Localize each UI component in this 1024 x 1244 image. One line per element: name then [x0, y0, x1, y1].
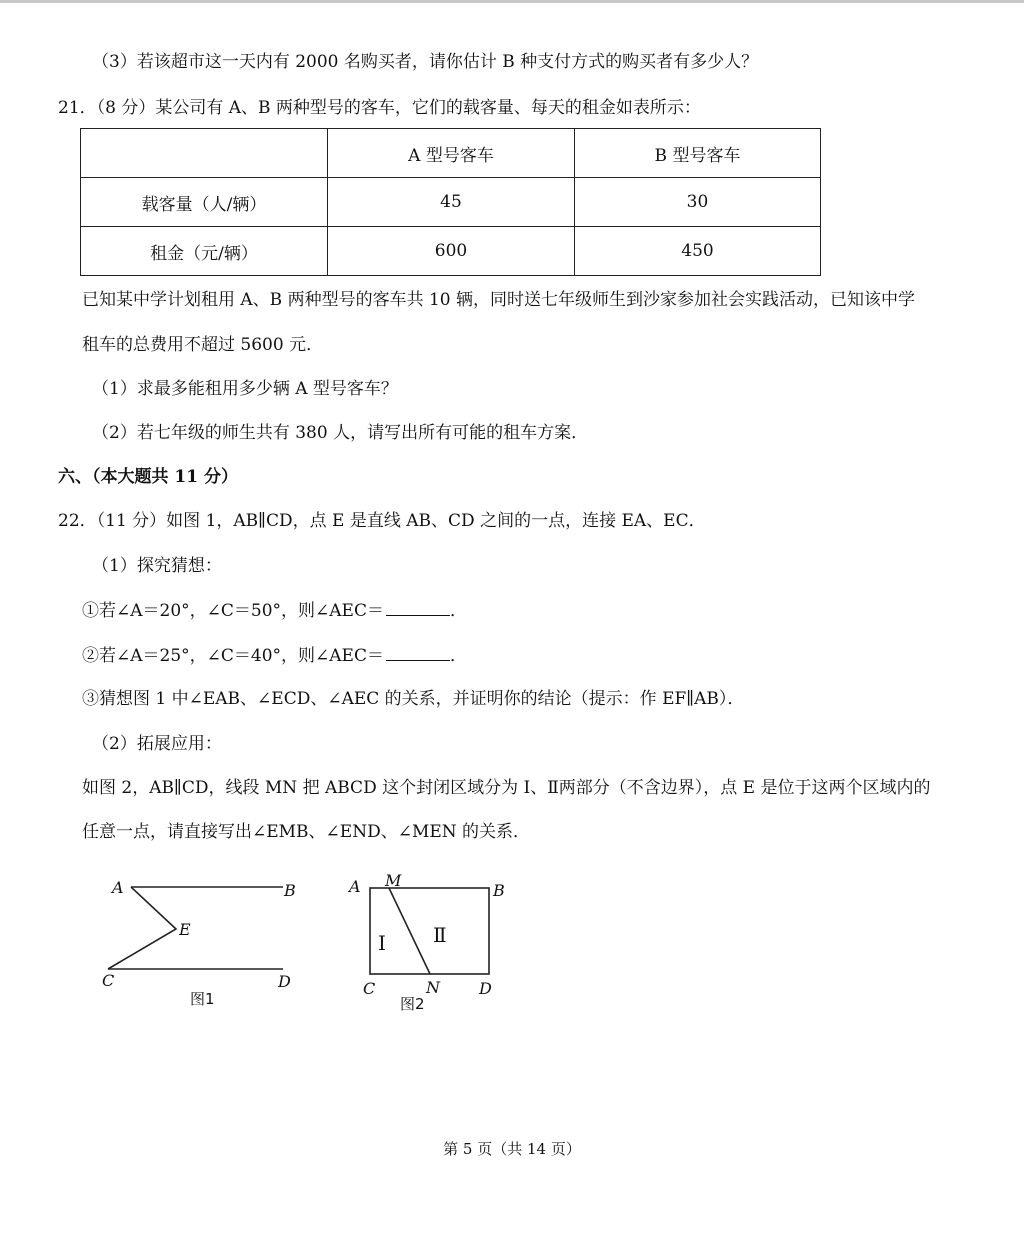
table-header-a: A 型号客车: [328, 129, 575, 178]
fig1-label-c: C: [102, 971, 115, 990]
q21-text1: 已知某中学计划租用 A、B 两种型号的客车共 10 辆，同时送七年级师生到沙家参加社会实践活动，已知该中学: [82, 290, 916, 310]
q21-part1: （1）求最多能租用多少辆 A 型号客车？: [92, 379, 398, 399]
table-cell: 45: [328, 178, 575, 227]
condition-1-text: ①若∠A＝20°，∠C＝50°，则∠AEC＝: [82, 601, 384, 621]
fig2-label-d: D: [479, 979, 492, 998]
q21-part2: （2）若七年级的师生共有 380 人，请写出所有可能的租车方案．: [92, 423, 589, 443]
q22-text1: 如图 2，AB∥CD，线段 MN 把 ABCD 这个封闭区域分为 I、Ⅱ两部分（不含边界），点 E 是位于这两个区域内的: [82, 778, 931, 798]
fig1-caption: 图1: [190, 990, 215, 1008]
condition-2-text: ②若∠A＝25°，∠C＝40°，则∠AEC＝: [82, 646, 384, 666]
table-cell: 30: [575, 178, 821, 227]
q22-part2-heading: （2）拓展应用：: [92, 734, 222, 754]
q20-part3: （3）若该超市这一天内有 2000 名购买者，请你估计 B 种支付方式的购买者有多少人？: [92, 52, 759, 72]
table-header-b: B 型号客车: [575, 129, 821, 178]
fig2-label-m: M: [385, 871, 402, 890]
fig2-label-a: A: [349, 877, 361, 896]
fig2-region-2: Ⅱ: [433, 923, 447, 947]
table-cell: 载客量（人/辆）: [81, 178, 328, 227]
q22-intro: 22．（11 分）如图 1，AB∥CD，点 E 是直线 AB、CD 之间的一点，连接 EA、EC．: [58, 511, 706, 531]
figure-1: [108, 887, 283, 969]
q22-condition-3: ③猜想图 1 中∠EAB、∠ECD、∠AEC 的关系，并证明你的结论（提示：作 EF∥AB）．: [82, 689, 745, 709]
table-cell: 450: [575, 227, 821, 276]
q21-intro: 21．（8 分）某公司有 A、B 两种型号的客车，它们的载客量、每天的租金如表所示：: [58, 98, 701, 118]
segments-ae-ec: [108, 887, 176, 969]
fig1-label-e: E: [179, 920, 191, 939]
figure-2: [370, 888, 489, 974]
fig2-caption: 图2: [400, 995, 425, 1013]
table-cell: 600: [328, 227, 575, 276]
q22-condition-2: ②若∠A＝25°，∠C＝40°，则∠AEC＝ ．: [82, 646, 467, 666]
rectangle-abdc: [370, 888, 489, 974]
q21-text2: 租车的总费用不超过 5600 元．: [82, 335, 324, 355]
table-cell: 租金（元/辆）: [81, 227, 328, 276]
segment-mn: [389, 888, 430, 974]
q22-text2: 任意一点，请直接写出∠EMB、∠END、∠MEN 的关系．: [82, 822, 531, 842]
q22-condition-1: ①若∠A＝20°，∠C＝50°，则∠AEC＝ ．: [82, 601, 467, 621]
q22-part1-heading: （1）探究猜想：: [92, 556, 222, 576]
section-heading: 六、（本大题共 11 分）: [58, 467, 238, 487]
fig2-label-n: N: [426, 978, 440, 997]
fig2-label-b: B: [493, 881, 505, 900]
page-footer: 第 5 页（共 14 页）: [443, 1140, 581, 1158]
fig1-label-a: A: [112, 878, 124, 897]
fig2-region-1: I: [378, 931, 386, 955]
fig1-label-b: B: [284, 881, 296, 900]
fig2-label-c: C: [363, 979, 376, 998]
fig1-label-d: D: [278, 972, 291, 991]
